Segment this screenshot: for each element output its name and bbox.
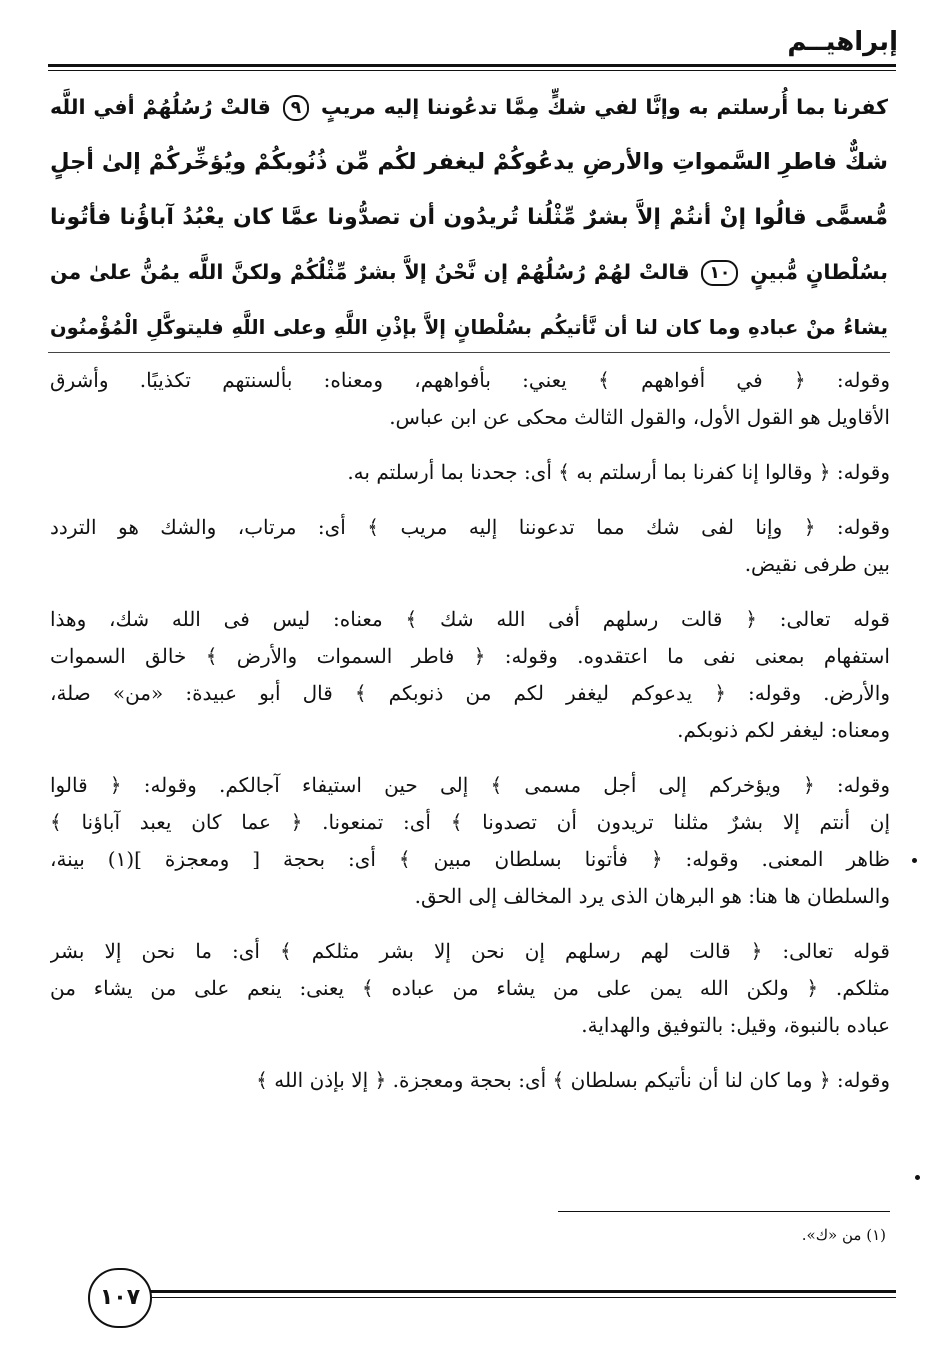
quran-line (50, 300, 888, 355)
commentary-line: قوله تعالى: ﴿ قالت لهم رسلهم إن نحن إلا بشر مثلكم ﴾ أى: ما نحن إلا بشر (50, 939, 890, 963)
margin-mark (915, 1175, 920, 1180)
commentary-line: ظاهر المعنى. وقوله: ﴿ فأتونا بسلطان مبين ﴾ أى: بحجة [ ومعجزة ](١) بينة، (50, 847, 890, 871)
commentary-line: وقوله: ﴿ وقالوا إنا كفرنا بما أرسلتم به ﴾ أى: جحدنا بما أرسلتم به. (347, 460, 890, 484)
commentary-text-block (50, 362, 890, 1117)
footnote: (١) من «ك». (801, 1226, 886, 1244)
commentary-line: ومعناه: ليغفر لكم ذنوبكم. (677, 718, 890, 742)
commentary-line: الأقاويل هو القول الأول، والقول الثالث محكى عن ابن عباس. (389, 405, 890, 429)
commentary-paragraph (50, 933, 890, 1044)
quran-line (50, 135, 888, 190)
footer-rule (150, 1290, 896, 1293)
quran-line (50, 190, 888, 245)
header-rule (48, 64, 896, 67)
commentary-line: والأرض. وقوله: ﴿ يدعوكم ليغفر لكم من ذنوبكم ﴾ قال أبو عبيدة: «من» صلة، (50, 681, 890, 705)
quran-text: بسُلْطانٍ مُّبينٍ (750, 260, 888, 284)
commentary-paragraph (50, 767, 890, 915)
commentary-paragraph (50, 454, 890, 491)
quran-text: كفرنا بما أُرسلتم به وإنَّا لفي شكٍّ مِمَّا تدعُوننا إليه مريبٍ (321, 95, 888, 119)
commentary-line: وقوله: ﴿ ويؤخركم إلى أجل مسمى ﴾ إلى حين استيفاء آجالكم. وقوله: ﴿ قالوا (50, 773, 890, 797)
running-head-title: إبراهيــم (787, 27, 898, 57)
quran-text: شكٌّ فاطرِ السَّمواتِ والأرضِ يدعُوكُمْ ليغفر لكُم مِّن ذُنُوبكُمْ ويُؤخِّركُمْ إلىٰ أجلٍ (50, 149, 888, 175)
commentary-line: بين طرفى نقيض. (744, 552, 890, 576)
commentary-paragraph (50, 601, 890, 749)
commentary-line: والسلطان ها هنا: هو البرهان الذى يرد المخالف إلى الحق. (414, 884, 890, 908)
commentary-line: وقوله: ﴿ وما كان لنا أن نأتيكم بسلطان ﴾ أى: بحجة ومعجزة. ﴿ إلا بإذن الله ﴾ (256, 1068, 890, 1092)
margin-mark (912, 858, 917, 863)
ayah-number-marker: ١٠ (701, 260, 738, 286)
quran-text-block (50, 80, 888, 355)
commentary-line: مثلكم. ﴿ ولكن الله يمن على من يشاء من عباده ﴾ يعنى: ينعم على من يشاء من (50, 976, 890, 1000)
header-rule-thin (48, 70, 896, 71)
commentary-paragraph (50, 362, 890, 436)
quran-text: يشاءُ منْ عبادهِ وما كان لنا أن نَّأتيكُم بسُلْطانٍ إلاَّ بإذْنِ اللَّهِ وعلى اللَّهِ فليتوكَّلِ الْمُؤْمنُون (50, 316, 888, 339)
footer-rule-thin (150, 1297, 896, 1298)
quran-text: قالتْ رُسُلُهُمْ أفي اللَّه (50, 95, 271, 119)
commentary-paragraph (50, 1062, 890, 1099)
quran-line (50, 80, 888, 135)
ayah-number-marker: ٩ (283, 95, 309, 121)
footnote-rule (558, 1211, 890, 1212)
commentary-line: إن أنتم إلا بشرٌ مثلنا تريدون أن تصدونا ﴾ أى: تمنعونا. ﴿ عما كان يعبد آباؤنا ﴾ (50, 810, 890, 834)
commentary-line: استفهام بمعنى نفى ما اعتقدوه. وقوله: ﴿ فاطر السموات والأرض ﴾ خالق السموات (50, 644, 890, 668)
commentary-paragraph (50, 509, 890, 583)
commentary-line: وقوله: ﴿ في أفواههم ﴾ يعني: بأفواههم، ومعناه: بألسنتهم تكذيبًا. وأشرق (50, 368, 890, 392)
quran-text: مُّسمًّى قالُوا إنْ أنتُمْ إلاَّ بشرٌ مِّثْلُنا تُريدُون أن تصدُّونا عمَّا كان يعْبُدُ آباؤُنا فأتُونا (50, 205, 888, 230)
commentary-line: قوله تعالى: ﴿ قالت رسلهم أفى الله شك ﴾ معناه: ليس فى الله شك، وهذا (50, 607, 890, 631)
commentary-line: وقوله: ﴿ وإنا لفى شك مما تدعوننا إليه مريب ﴾ أى: مرتاب، والشك هو التردد (50, 515, 890, 539)
quran-separator-rule (48, 352, 890, 353)
commentary-line: عباده بالنبوة، وقيل: بالتوفيق والهداية. (581, 1013, 890, 1037)
quran-text: قالتْ لهُمْ رُسُلُهُمْ إن نَّحْنُ إلاَّ بشرٌ مِّثْلُكُمْ ولكنَّ اللَّه يمُنُّ علىٰ من (50, 260, 690, 284)
page-number: ١٠٧ (88, 1268, 152, 1328)
quran-line (50, 245, 888, 300)
